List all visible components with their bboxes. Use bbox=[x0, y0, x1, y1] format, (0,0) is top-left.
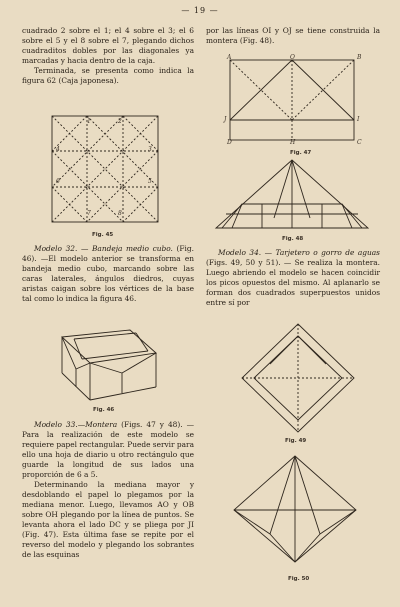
fig45-label-3: 3 bbox=[148, 146, 152, 153]
fig45-label-1: 1 bbox=[87, 118, 91, 125]
modelo-33-heading: Modelo 33. bbox=[34, 420, 78, 429]
modelo-33-text bbox=[22, 420, 194, 560]
modelo-32-text bbox=[22, 244, 194, 304]
figure-45-diagram bbox=[50, 114, 160, 224]
fig45-label-4: 4 bbox=[56, 146, 60, 153]
figure-47-caption: Fig. 47 bbox=[290, 150, 312, 156]
fig47-label-O: O bbox=[290, 54, 295, 61]
fig47-label-J: J bbox=[224, 116, 227, 123]
figure-48-diagram bbox=[212, 158, 372, 238]
paragraph: por las líneas OI y OJ se tiene construida la montera (Fig. 48). bbox=[206, 26, 380, 45]
fig47-label-D: D bbox=[227, 139, 232, 146]
page-number: — 19 — bbox=[181, 6, 219, 15]
fig45-label-6: 6 bbox=[56, 178, 60, 185]
figure-49-diagram bbox=[238, 322, 358, 434]
modelo-32-heading: Modelo 32. bbox=[34, 244, 78, 253]
figure-50-diagram bbox=[230, 454, 360, 564]
modelo-34-text bbox=[206, 248, 380, 308]
figure-47-diagram bbox=[222, 56, 362, 146]
left-intro-text bbox=[22, 26, 194, 86]
paragraph: Terminada, se presenta como indica la figura 62 (Caja japonesa). bbox=[22, 66, 194, 85]
fig47-label-I: I bbox=[357, 116, 360, 123]
paragraph: cuadrado 2 sobre el 1; el 4 sobre el 3; el 6 sobre el 5 y el 8 sobre el 7, plegando dichos cuadraditos dobles por las diagonales ya marcadas y hacia dentro de la caja. bbox=[22, 26, 194, 65]
figure-46-diagram bbox=[52, 325, 162, 405]
modelo-32-title: — Bandeja medio cubo. bbox=[80, 244, 173, 253]
modelo-33-title: —Montera bbox=[77, 420, 118, 429]
figure-46-caption: Fig. 46 bbox=[93, 407, 115, 413]
figure-49-caption: Fig. 49 bbox=[285, 438, 307, 444]
fig47-label-A: A bbox=[227, 54, 232, 61]
fig47-label-H: H bbox=[290, 139, 296, 146]
fig45-label-2: 2 bbox=[118, 118, 122, 125]
fig45-label-5: 5 bbox=[148, 178, 152, 185]
modelo-33-body: (Figs. 47 y 48). — Para la realización de este modelo se requiere papel rectangular. Puede servir para ello una hoja de diario u otro rectángulo que guarde la longitud de sus lados una proporción de 6 a 5. bbox=[22, 420, 194, 479]
figure-48-caption: Fig. 48 bbox=[282, 236, 304, 242]
modelo-33-body-2: Determinando la mediana mayor y desdoblando el papel lo plegamos por la mediana menor. Luego, llevamos AO y OB sobre OH plegando por la línea de puntos. Se levanta ahora el lado DC y se pliega por JI (Fig. 47). Esta última fase se repite por el reverso del modelo y plegando los sobrantes de las esquinas bbox=[22, 480, 194, 559]
modelo-34-title: — Tarjetero o gorro de aguas bbox=[264, 248, 380, 257]
modelo-34-heading: Modelo 34. bbox=[218, 248, 262, 257]
figure-50-caption: Fig. 50 bbox=[288, 576, 310, 582]
fig45-label-7: 7 bbox=[87, 210, 91, 217]
fig45-label-8: 8 bbox=[118, 210, 122, 217]
modelo-32-body: (Fig. 46). —El modelo anterior se transforma en bandeja medio cubo, marcando sobre las caras laterales, ángulos diedros, cuyas aristas caigan sobre los vértices de la base tal como lo indica la figura 46. bbox=[22, 244, 194, 303]
right-intro-text bbox=[206, 26, 380, 46]
fig47-label-B: B bbox=[357, 54, 362, 61]
figure-45-caption: Fig. 45 bbox=[92, 232, 114, 238]
fig47-label-C: C bbox=[357, 139, 362, 146]
modelo-34-body: (Figs. 49, 50 y 51). — Se realiza la montera. Luego abriendo el modelo se hacen coincidir los picos opuestos del mismo. Al aplanarlo se forman dos cuadrados superpuestos unidos entre sí por bbox=[206, 258, 380, 307]
